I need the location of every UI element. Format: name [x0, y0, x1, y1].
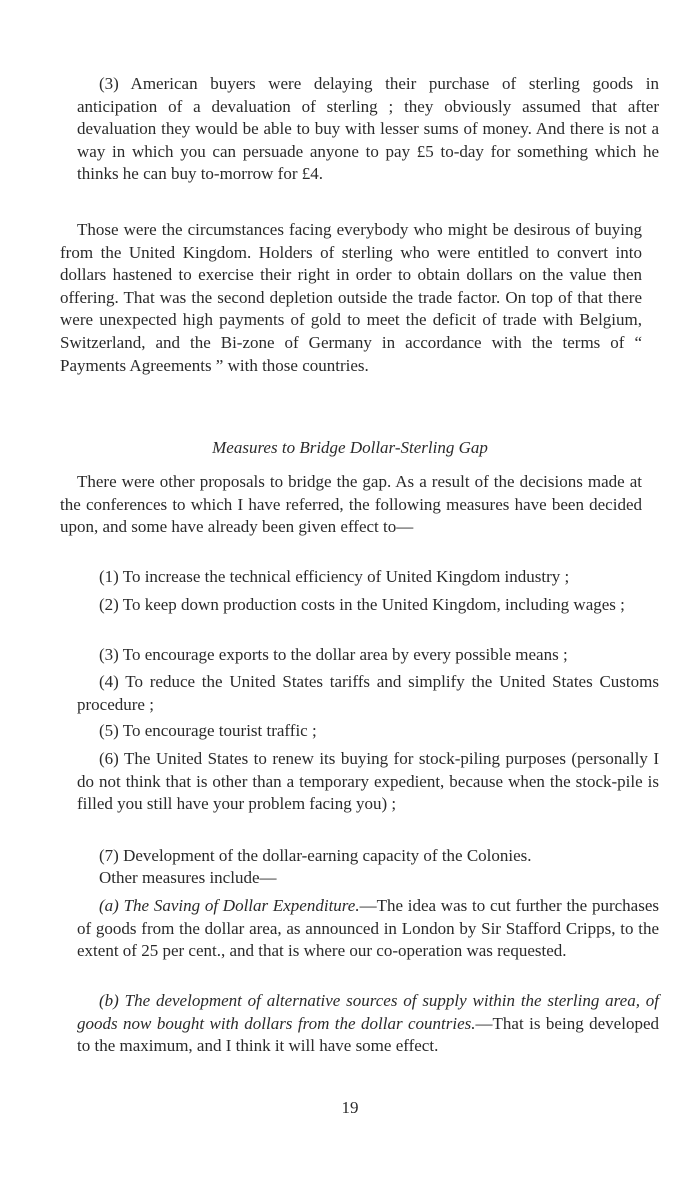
- item-b-label: (b): [99, 991, 119, 1010]
- measure-item-4: (4) To reduce the United States tariffs and simplify the United States Customs procedure ;: [77, 672, 659, 714]
- item-a-label: (a): [99, 896, 119, 915]
- item-b-title: The development of alternative sources of supply within the sterling area, of goods now bought with dollars from the dollar countries.: [77, 991, 659, 1033]
- measure-item-5: (5) To encourage tourist traffic ;: [99, 721, 317, 740]
- measure-item-1: (1) To increase the technical efficiency of United Kingdom industry ;: [99, 567, 570, 586]
- item-b-text: —That is being developed to the maximum, and I think it will have some effect.: [77, 1013, 660, 1056]
- measure-item-7: (7) Development of the dollar-earning capacity of the Colonies.: [99, 846, 532, 865]
- item-a-title: The Saving of Dollar Expenditure.: [123, 896, 360, 915]
- item-a-text: —The idea was to cut further the purchases of goods from the dollar area, as announced in London by Sir Stafford Cripps, to the extent of 25 per cent., and that is where our co-operation was requested.: [77, 896, 659, 961]
- measure-item-2: (2) To keep down production costs in the United Kingdom, including wages ;: [99, 595, 625, 614]
- other-measures-intro: Other measures include—: [99, 868, 277, 887]
- measure-item-6: (6) The United States to renew its buying for stock-piling purposes (personally I do not think that is other than a temporary expedient, because when the stock-pile is filled you still have your problem facing you) ;: [77, 749, 659, 814]
- paragraph-circumstances: Those were the circumstances facing everybody who might be desirous of buying from the United Kingdom. Holders of sterling who were entitled to convert into dollars hastened to exercise their right in order to obtain dollars on the value then offering. That was the second depletion outside the trade factor. On top of that there were unexpected high payments of gold to meet the deficit of trade with Belgium, Switzerland, and the Bi-zone of Germany in accordance with the terms of “ Payments Agreements ” with those countries.: [60, 220, 642, 375]
- measure-item-3: (3) To encourage exports to the dollar area by every possible means ;: [99, 645, 568, 664]
- section-heading: Measures to Bridge Dollar-Sterling Gap: [212, 438, 488, 457]
- page-number: 19: [341, 1098, 359, 1117]
- paragraph-item-3: (3) American buyers were delaying their purchase of sterling goods in anticipation of a devaluation of sterling ; they obviously assumed that after devaluation they would be able to buy with lesser sums of money. And there is not a way in which you can persuade anyone to pay £5 to-day for something which he thinks he can buy to-morrow for £4.: [77, 74, 659, 184]
- measure-item-b: [60, 990, 659, 1058]
- paragraph-proposals: There were other proposals to bridge the gap. As a result of the decisions made at the conferences to which I have referred, the following measures have been decided upon, and some have already been given effect to—: [60, 472, 642, 537]
- measure-item-a: [60, 895, 659, 963]
